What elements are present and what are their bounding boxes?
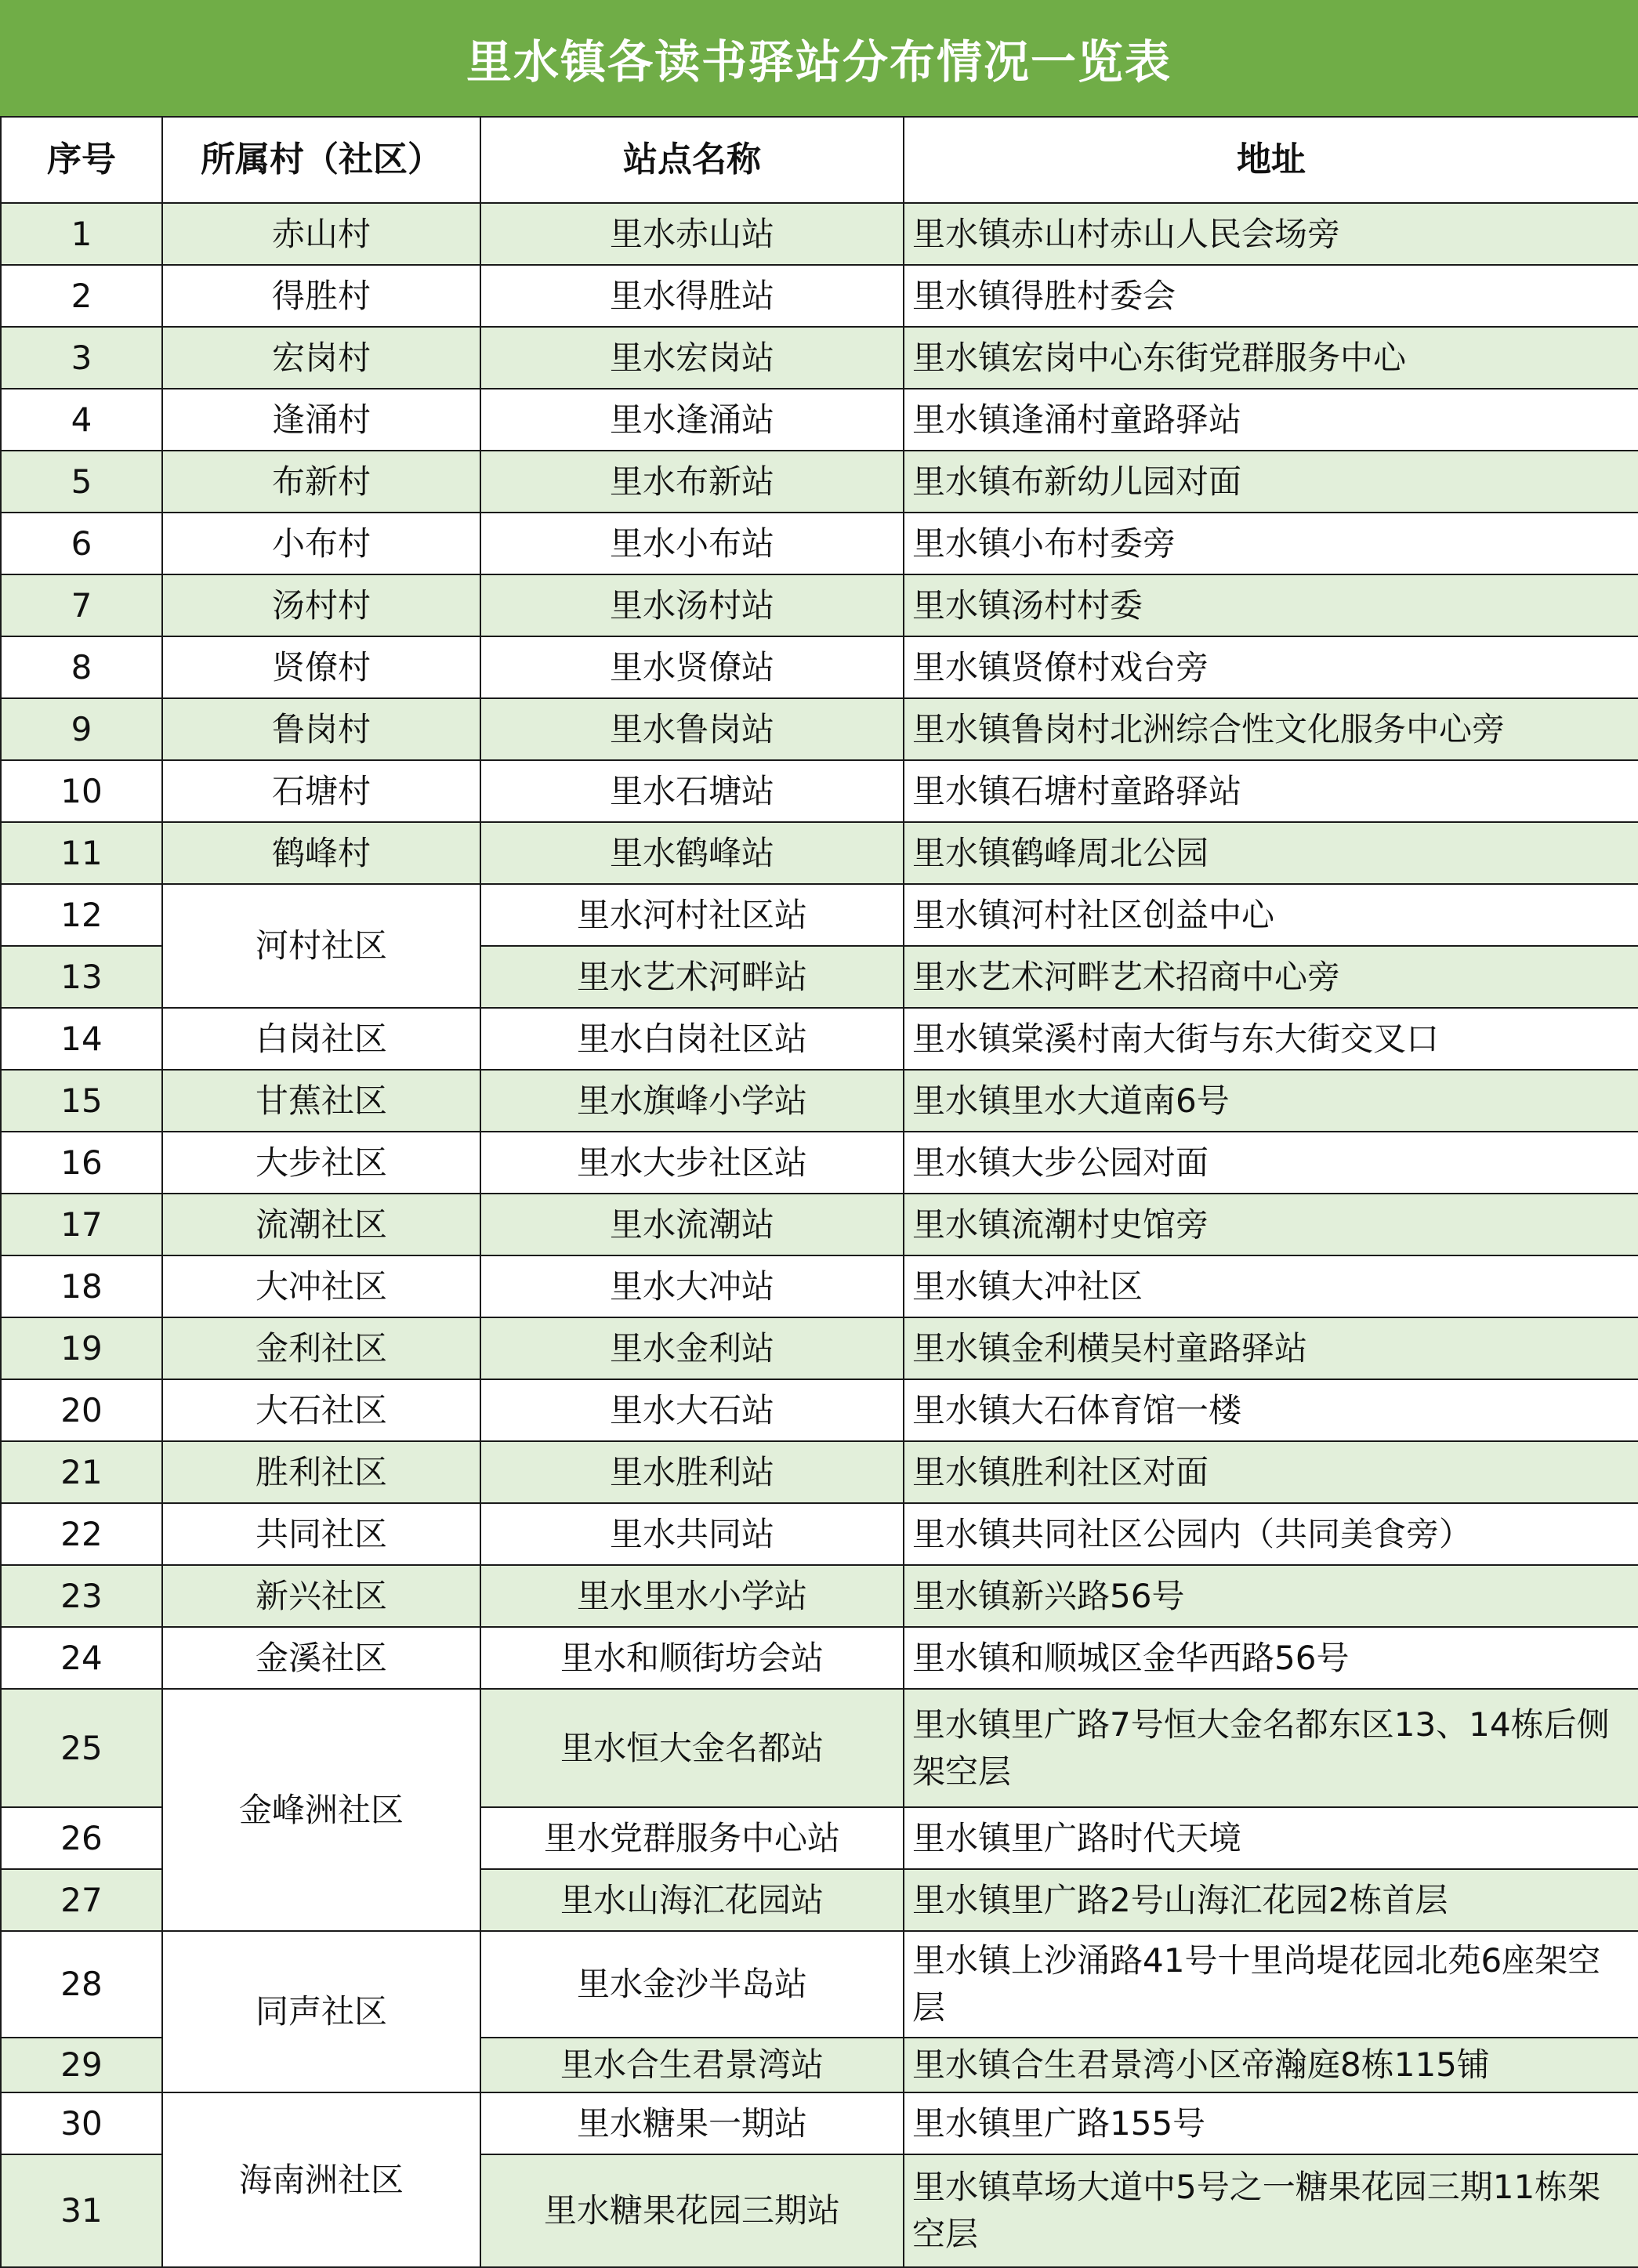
cell-address: 里水镇里水大道南6号	[904, 1070, 1638, 1132]
cell-address: 里水镇鲁岗村北洲综合性文化服务中心旁	[904, 698, 1638, 760]
cell-station: 里水布新站	[480, 451, 904, 513]
cell-village: 大冲社区	[162, 1255, 480, 1317]
table-row	[1, 451, 1638, 513]
table-row	[1, 1255, 1638, 1317]
cell-address: 里水镇里广路2号山海汇花园2栋首层	[904, 1869, 1638, 1931]
table-row	[1, 636, 1638, 698]
cell-address: 里水镇共同社区公园内（共同美食旁）	[904, 1503, 1638, 1565]
cell-station: 里水白岗社区站	[480, 1008, 904, 1070]
cell-station: 里水胜利站	[480, 1441, 904, 1503]
cell-no: 23	[1, 1565, 162, 1627]
cell-no: 21	[1, 1441, 162, 1503]
cell-no: 6	[1, 513, 162, 574]
cell-address: 里水镇胜利社区对面	[904, 1441, 1638, 1503]
cell-station: 里水共同站	[480, 1503, 904, 1565]
cell-no: 16	[1, 1132, 162, 1194]
cell-station: 里水金利站	[480, 1317, 904, 1379]
cell-station: 里水流潮站	[480, 1194, 904, 1255]
table-row	[1, 1503, 1638, 1565]
cell-village: 大石社区	[162, 1379, 480, 1441]
cell-address: 里水镇大冲社区	[904, 1255, 1638, 1317]
cell-no: 8	[1, 636, 162, 698]
cell-no: 22	[1, 1503, 162, 1565]
cell-station: 里水恒大金名都站	[480, 1689, 904, 1807]
cell-no: 19	[1, 1317, 162, 1379]
table-row	[1, 698, 1638, 760]
cell-station: 里水金沙半岛站	[480, 1931, 904, 2038]
table-row	[1, 1689, 1638, 1807]
cell-no: 3	[1, 327, 162, 389]
cell-station: 里水大石站	[480, 1379, 904, 1441]
cell-village: 小布村	[162, 513, 480, 574]
cell-address: 里水镇河村社区创益中心	[904, 884, 1638, 946]
cell-station: 里水鲁岗站	[480, 698, 904, 760]
header-village: 所属村（社区）	[162, 117, 480, 203]
cell-address: 里水镇草场大道中5号之一糖果花园三期11栋架空层	[904, 2154, 1638, 2267]
cell-address: 里水镇和顺城区金华西路56号	[904, 1627, 1638, 1689]
cell-address: 里水镇金利横吴村童路驿站	[904, 1317, 1638, 1379]
cell-no: 4	[1, 389, 162, 451]
cell-no: 11	[1, 822, 162, 884]
cell-village: 贤僚村	[162, 636, 480, 698]
cell-address: 里水镇石塘村童路驿站	[904, 760, 1638, 822]
table-row	[1, 513, 1638, 574]
cell-station: 里水鹤峰站	[480, 822, 904, 884]
cell-village: 鲁岗村	[162, 698, 480, 760]
table-row	[1, 1565, 1638, 1627]
cell-village: 得胜村	[162, 265, 480, 327]
table-row	[1, 884, 1638, 946]
cell-no: 12	[1, 884, 162, 946]
cell-address: 里水镇宏岗中心东街党群服务中心	[904, 327, 1638, 389]
cell-station: 里水小布站	[480, 513, 904, 574]
cell-village: 汤村村	[162, 574, 480, 636]
cell-no: 18	[1, 1255, 162, 1317]
table-row	[1, 1008, 1638, 1070]
table-row	[1, 2092, 1638, 2154]
cell-station: 里水山海汇花园站	[480, 1869, 904, 1931]
cell-village: 同声社区	[162, 1931, 480, 2092]
cell-village: 金利社区	[162, 1317, 480, 1379]
cell-station: 里水汤村站	[480, 574, 904, 636]
cell-no: 13	[1, 946, 162, 1008]
cell-address: 里水镇上沙涌路41号十里尚堤花园北苑6座架空层	[904, 1931, 1638, 2038]
cell-station: 里水河村社区站	[480, 884, 904, 946]
cell-address: 里水镇汤村村委	[904, 574, 1638, 636]
header-address: 地址	[904, 117, 1638, 203]
cell-address: 里水镇得胜村委会	[904, 265, 1638, 327]
table-row	[1, 1931, 1638, 2038]
station-table	[0, 116, 1638, 2268]
cell-village: 共同社区	[162, 1503, 480, 1565]
table-row	[1, 574, 1638, 636]
cell-no: 7	[1, 574, 162, 636]
table-row	[1, 203, 1638, 265]
cell-village: 河村社区	[162, 884, 480, 1008]
cell-station: 里水得胜站	[480, 265, 904, 327]
cell-station: 里水党群服务中心站	[480, 1807, 904, 1869]
cell-address: 里水镇合生君景湾小区帝瀚庭8栋115铺	[904, 2038, 1638, 2092]
cell-village: 金溪社区	[162, 1627, 480, 1689]
cell-address: 里水镇赤山村赤山人民会场旁	[904, 203, 1638, 265]
table-row	[1, 822, 1638, 884]
cell-address: 里水镇逢涌村童路驿站	[904, 389, 1638, 451]
cell-village: 金峰洲社区	[162, 1689, 480, 1931]
cell-no: 29	[1, 2038, 162, 2092]
cell-station: 里水贤僚站	[480, 636, 904, 698]
cell-station: 里水宏岗站	[480, 327, 904, 389]
cell-address: 里水镇布新幼儿园对面	[904, 451, 1638, 513]
cell-address: 里水艺术河畔艺术招商中心旁	[904, 946, 1638, 1008]
cell-no: 15	[1, 1070, 162, 1132]
cell-no: 25	[1, 1689, 162, 1807]
cell-station: 里水逢涌站	[480, 389, 904, 451]
cell-no: 9	[1, 698, 162, 760]
cell-station: 里水艺术河畔站	[480, 946, 904, 1008]
header-row	[1, 117, 1638, 203]
cell-address: 里水镇大步公园对面	[904, 1132, 1638, 1194]
table-row	[1, 760, 1638, 822]
cell-address: 里水镇里广路155号	[904, 2092, 1638, 2154]
cell-village: 布新村	[162, 451, 480, 513]
cell-village: 鹤峰村	[162, 822, 480, 884]
cell-village: 海南洲社区	[162, 2092, 480, 2267]
table-row	[1, 1317, 1638, 1379]
table-title: 里水镇各读书驿站分布情况一览表	[0, 0, 1638, 116]
cell-address: 里水镇里广路时代天境	[904, 1807, 1638, 1869]
cell-no: 20	[1, 1379, 162, 1441]
cell-village: 胜利社区	[162, 1441, 480, 1503]
header-no: 序号	[1, 117, 162, 203]
cell-address: 里水镇新兴路56号	[904, 1565, 1638, 1627]
cell-address: 里水镇小布村委旁	[904, 513, 1638, 574]
cell-address: 里水镇流潮村史馆旁	[904, 1194, 1638, 1255]
table-row	[1, 1441, 1638, 1503]
cell-village: 甘蕉社区	[162, 1070, 480, 1132]
cell-no: 27	[1, 1869, 162, 1931]
table-body	[1, 203, 1638, 2267]
cell-no: 10	[1, 760, 162, 822]
cell-no: 5	[1, 451, 162, 513]
cell-village: 新兴社区	[162, 1565, 480, 1627]
cell-no: 28	[1, 1931, 162, 2038]
cell-station: 里水大步社区站	[480, 1132, 904, 1194]
cell-village: 石塘村	[162, 760, 480, 822]
cell-address: 里水镇大石体育馆一楼	[904, 1379, 1638, 1441]
cell-station: 里水糖果花园三期站	[480, 2154, 904, 2267]
table-row	[1, 1070, 1638, 1132]
cell-village: 流潮社区	[162, 1194, 480, 1255]
table-row	[1, 265, 1638, 327]
cell-no: 1	[1, 203, 162, 265]
cell-station: 里水和顺街坊会站	[480, 1627, 904, 1689]
table-row	[1, 1132, 1638, 1194]
table-row	[1, 389, 1638, 451]
header-station: 站点名称	[480, 117, 904, 203]
table-row	[1, 1627, 1638, 1689]
cell-station: 里水石塘站	[480, 760, 904, 822]
cell-no: 2	[1, 265, 162, 327]
cell-address: 里水镇贤僚村戏台旁	[904, 636, 1638, 698]
cell-village: 大步社区	[162, 1132, 480, 1194]
cell-no: 24	[1, 1627, 162, 1689]
table-row	[1, 1379, 1638, 1441]
cell-no: 26	[1, 1807, 162, 1869]
cell-no: 14	[1, 1008, 162, 1070]
table-row	[1, 327, 1638, 389]
cell-village: 白岗社区	[162, 1008, 480, 1070]
cell-village: 逢涌村	[162, 389, 480, 451]
cell-station: 里水里水小学站	[480, 1565, 904, 1627]
cell-station: 里水赤山站	[480, 203, 904, 265]
cell-no: 17	[1, 1194, 162, 1255]
cell-village: 宏岗村	[162, 327, 480, 389]
cell-station: 里水旗峰小学站	[480, 1070, 904, 1132]
cell-station: 里水糖果一期站	[480, 2092, 904, 2154]
cell-station: 里水合生君景湾站	[480, 2038, 904, 2092]
table-row	[1, 1194, 1638, 1255]
cell-station: 里水大冲站	[480, 1255, 904, 1317]
cell-address: 里水镇棠溪村南大街与东大街交叉口	[904, 1008, 1638, 1070]
cell-no: 30	[1, 2092, 162, 2154]
cell-village: 赤山村	[162, 203, 480, 265]
cell-address: 里水镇鹤峰周北公园	[904, 822, 1638, 884]
cell-no: 31	[1, 2154, 162, 2267]
cell-address: 里水镇里广路7号恒大金名都东区13、14栋后侧架空层	[904, 1689, 1638, 1807]
